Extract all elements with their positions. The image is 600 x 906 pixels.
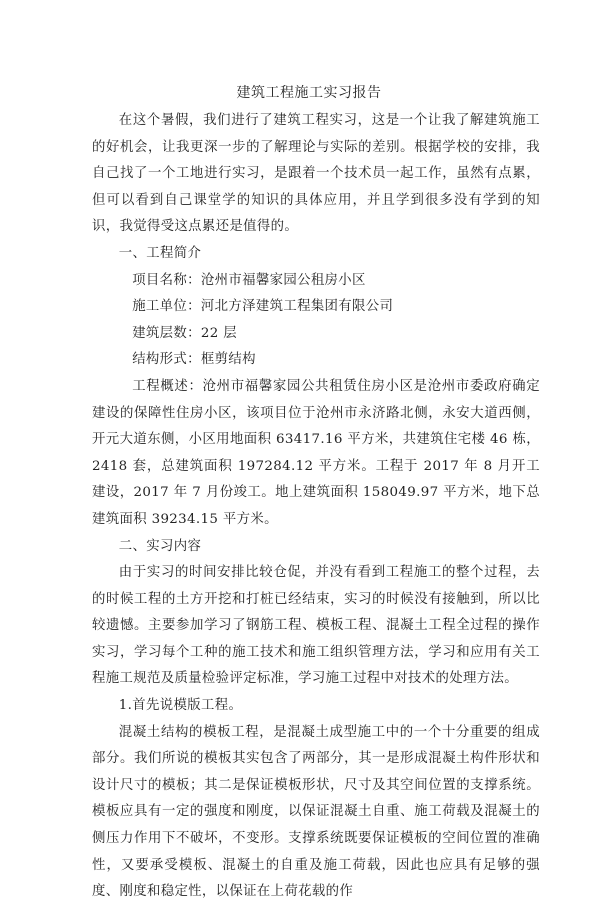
floors-line: 建筑层数：22 层 — [132, 325, 237, 341]
intro-paragraph: 在这个暑假，我们进行了建筑工程实习，这是一个让我了解建筑施工的好机会，让我更深一步的了解理论与实际的差别。根据学校的安排，我自己找了一个工地进行实习，是跟着一个技术员一起工作，虽然有点累，但可以看到自己课堂学的知识的具体应用，并且学到很多没有学到的知识，我觉得受这点累还是值得的。 — [92, 113, 540, 235]
project-name-line: 项目名称：沧州市福馨家园公租房小区 — [132, 272, 366, 288]
overview-paragraph: 工程概述：沧州市福馨家园公共租赁住房小区是沧州市委政府确定建设的保障性住房小区，该项目位于沧州市永济路北侧，永安大道西侧，开元大道东侧，小区用地面积 63417.16 平方米，共建筑住宅楼 46 栋，2418 套，总建筑面积 197284.12 平方米。工程于 2017 年 8 月开工建设，2017 年 7 月份竣工。地上建筑面积 158049.97 平方米，地下总建筑面积 39234.15 平方米。 — [92, 378, 540, 527]
content-paragraph: 由于实习的时间安排比较仓促，并没有看到工程施工的整个过程，去的时候工程的土方开挖和打桩已经结束，实习的时候没有接触到，所以比较遗憾。主要参加学习了钢筋工程、模板工程、混凝土工程全过程的操作实习，学习每个工种的施工技术和施工组织管理方法，学习和应用有关工程施工规范及质量检验评定标准，学习施工过程中对技术的处理方法。 — [92, 565, 540, 687]
construction-unit-line: 施工单位：河北方泽建筑工程集团有限公司 — [132, 299, 394, 315]
subsection-heading-formwork: 1.首先说模版工程。 — [118, 698, 243, 714]
section-heading-internship-content: 二、实习内容 — [118, 538, 202, 554]
section-heading-project-overview: 一、工程简介 — [118, 245, 202, 261]
document-title: 建筑工程施工实习报告 — [236, 85, 382, 101]
structure-line: 结构形式：框剪结构 — [132, 352, 256, 368]
formwork-paragraph: 混凝土结构的模板工程，是混凝土成型施工中的一个十分重要的组成部分。我们所说的模板其实包含了两部分，其一是形成混凝土构件形状和设计尺寸的模板；其二是保证模板形状，尺寸及其空间位置的支撑系统。模板应具有一定的强度和刚度，以保证混凝土自重、施工荷载及混凝土的侧压力作用下不破坏，不变形。支撑系统既要保证模板的空间位置的准确性，又要承受模板、混凝土的自重及施工荷载，因此也应具有足够的强度、刚度和稳定性，以保证在上荷花载的作 — [92, 724, 540, 900]
